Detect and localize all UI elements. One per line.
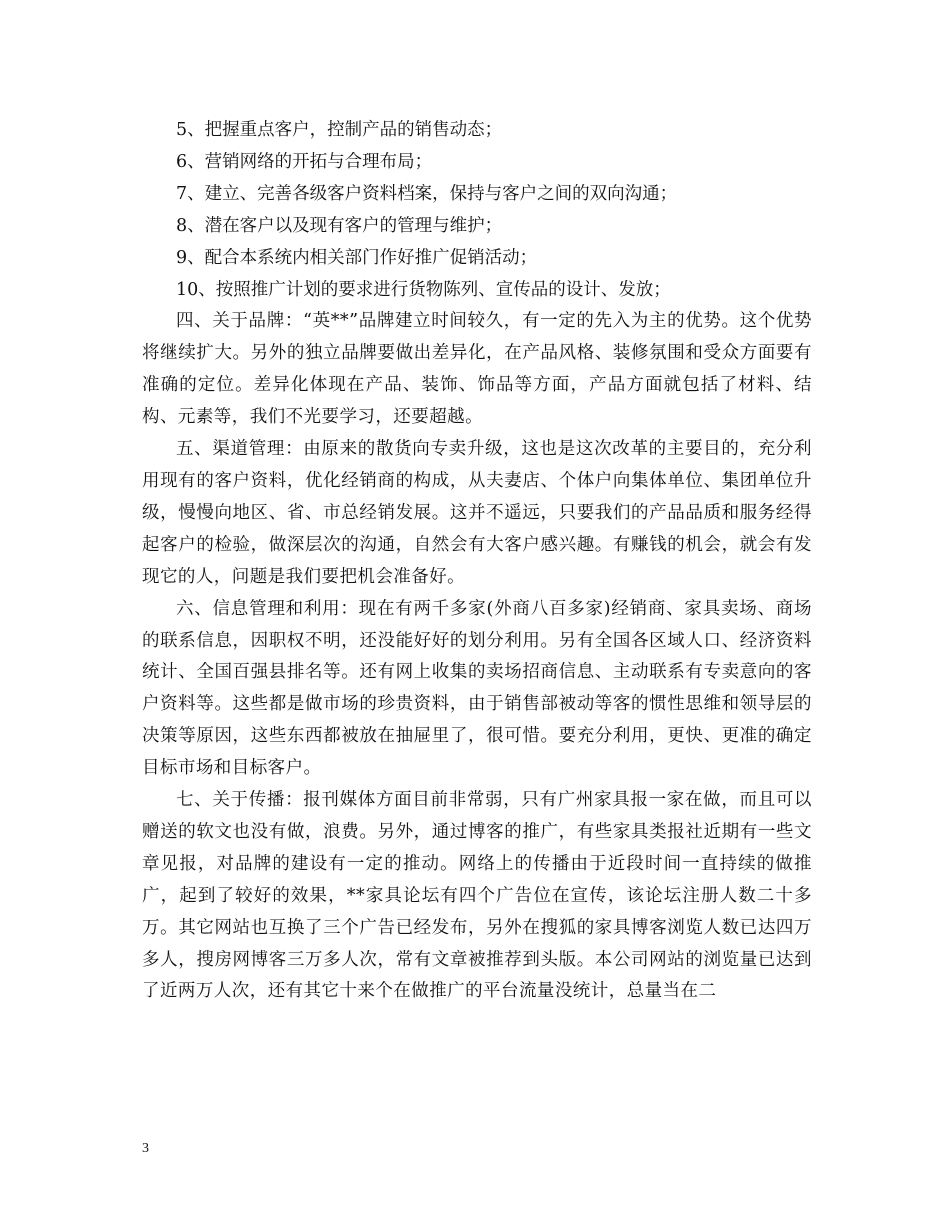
paragraph-brand: 四、关于品牌：“英**”品牌建立时间较久，有一定的先入为主的优势。这个优势将继续扩大。另外的独立品牌要做出差异化，在产品风格、装修氛围和受众方面要有准确的定位。差异化体现在产品、装饰、饰品等方面，产品方面就包括了材料、结构、元素等，我们不光要学习，还要超越。 (142, 311, 812, 428)
list-item: 7、建立、完善各级客户资料档案，保持与客户之间的双向沟通； (176, 183, 678, 204)
list-item: 9、配合本系统内相关部门作好推广促销活动； (176, 247, 538, 268)
paragraph-channel-management: 五、渠道管理：由原来的散货向专卖升级，这也是这次改革的主要目的，充分利用现有的客户资料，优化经销商的构成，从夫妻店、个体户向集体单位、集团单位升级，慢慢向地区、省、市总经销发展。这并不遥远，只要我们的产品品质和服务经得起客户的检验，做深层次的沟通，自然会有大客户感兴趣。有赚钱的机会，就会有发现它的人，问题是我们要把机会准备好。 (142, 439, 812, 587)
document-body (142, 115, 812, 1008)
list-item: 8、潜在客户以及现有客户的管理与维护； (176, 215, 503, 236)
paragraph-information-management: 六、信息管理和利用：现在有两千多家(外商八百多家)经销商、家具卖场、商场的联系信息，因职权不明，还没能好好的划分利用。另有全国各区域人口、经济资料统计、全国百强县排名等。还有网上收集的卖场招商信息、主动联系有专卖意向的客户资料等。这些都是做市场的珍贵资料，由于销售部被动等客的惯性思维和领导层的决策等原因，这些东西都被放在抽屉里了，很可惜。要充分利用，更快、更准的确定目标市场和目标客户。 (142, 598, 812, 779)
list-item: 10、按照推广计划的要求进行货物陈列、宣传品的设计、发放； (176, 279, 671, 300)
paragraph-communication: 七、关于传播：报刊媒体方面目前非常弱，只有广州家具报一家在做，而且可以赠送的软文也没有做，浪费。另外，通过博客的推广，有些家具类报社近期有一些文章见报，对品牌的建设有一定的推动。网络上的传播由于近段时间一直持续的做推广，起到了较好的效果，**家具论坛有四个广告位在宣传，该论坛注册人数二十多万。其它网站也互换了三个广告已经发布，另外在搜狐的家具博客浏览人数已达四万多人，搜房网博客三万多人次，常有文章被推荐到头版。本公司网站的浏览量已达到了近两万人次，还有其它十来个在做推广的平台流量没统计，总量当在二 (142, 790, 812, 1002)
page-number: 3 (142, 1141, 149, 1156)
list-item: 6、营销网络的开拓与合理布局； (176, 151, 433, 172)
list-item: 5、把握重点客户，控制产品的销售动态； (176, 120, 503, 140)
